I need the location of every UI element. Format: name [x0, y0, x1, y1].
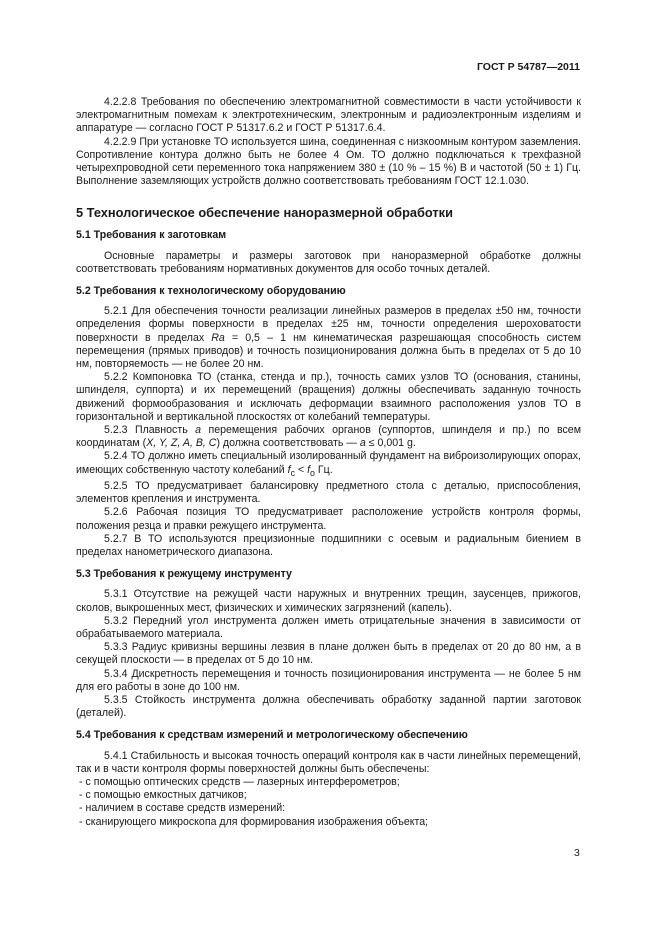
- smoothness-symbol-2: a: [359, 437, 366, 450]
- section-5-title: 5 Технологическое обеспечение наноразмерной обработки: [76, 205, 453, 221]
- para-5-2-1-text-b: = 0,5 – 1 нм кинематическая разрешающая способность систем перемещения (прямых приводов) и точность позиционирования должна быть в пределах от 5 до 10 нм, повторяемость — не более 20 нм.: [76, 331, 581, 371]
- list-item: - наличием в составе средств измерений:: [79, 802, 286, 815]
- doc-header: ГОСТ Р 54787—2011: [476, 61, 580, 73]
- para-5-4-1: 5.4.1 Стабильность и высокая точность операций контроля как в части линейных перемещений, так и в части контроля формы поверхностей должны быть обеспечены:: [76, 749, 581, 775]
- para-5-2-5: 5.2.5 ТО предусматривает балансировку предметного стола с деталью, приспособления, элементов крепления и инструмента.: [76, 479, 581, 506]
- page-number: 3: [574, 847, 580, 859]
- section-5-1-title: 5.1 Требования к заготовкам: [76, 229, 227, 242]
- para-5-2-3-text-b: перемещения рабочих органов (суппортов, шпинделя и пр.) по всем координатам (: [76, 424, 581, 450]
- para-5-2-4: [76, 450, 581, 480]
- axes-list: X, Y, Z, A, B, C: [146, 437, 217, 450]
- para-5-3-3: 5.3.3 Радиус кривизны вершины лезвия в плане должен быть в пределах от 20 до 80 нм, а в секущей плоскости — в пределах от 5 до 10 нм.: [76, 641, 581, 667]
- list-item: - с помощью емкостных датчиков;: [79, 789, 247, 802]
- para-5-3-5: 5.3.5 Стойкость инструмента должна обеспечивать обработку заданной партии заготовок (деталей).: [76, 694, 581, 720]
- section-5-4-title: 5.4 Требования к средствам измерений и метрологическому обеспечению: [76, 729, 468, 742]
- measurement-means-list: [76, 776, 581, 829]
- para-5-2-4-text-a: 5.2.4 ТО должно иметь специальный изолированный фундамент на виброизолирующих опорах, имеющих собственную частоту колебаний: [76, 450, 581, 476]
- para-5-2-1: [76, 305, 581, 371]
- fo-symbol: f: [307, 463, 311, 476]
- ra-symbol: Ra: [211, 331, 225, 344]
- para-5-3-4: 5.3.4 Дискретность перемещения и точность позиционирования инструмента — не более 5 нм для его работы в зоне до 100 нм.: [76, 667, 581, 693]
- para-5-2-3-text-d: ≤ 0,001 g.: [365, 437, 416, 450]
- para-5-1: Основные параметры и размеры заготовок при наноразмерной обработке должны соответствовать требованиям нормативных документов для особо точных деталей.: [76, 249, 581, 275]
- para-5-3-1: 5.3.1 Отсутствие на режущей части наружных и внутренних трещин, заусенцев, прижогов, сколов, выкрошенных мест, физических и химических загрязнений (капель).: [76, 588, 581, 614]
- para-5-2-6: 5.2.6 Рабочая позиция ТО предусматривает расположение устройств контроля формы, положения резца и правки режущего инструмента.: [76, 506, 581, 532]
- para-5-2-1-text-a: 5.2.1 Для обеспечения точности реализации линейных размеров в пределах ±50 нм, точности определения формы поверхности в пределах ±25 нм, точности определения шероховатости поверхности в пределах: [76, 305, 581, 344]
- fc-subscript: c: [290, 467, 296, 478]
- fc-symbol: f: [287, 463, 291, 476]
- para-5-2-3: [76, 424, 581, 450]
- para-4-2-2-8: 4.2.2.8 Требования по обеспечению электромагнитной совместимости в части устойчивости к электромагнитным помехам к электротехническим, электронным и радиоэлектронным изделиям и аппаратуре — согласно ГОСТ Р 51317.6.2 и ГОСТ Р 51317.6.4.: [76, 96, 581, 135]
- para-5-2-2: 5.2.2 Компоновка ТО (станка, стенда и пр.), точность самих узлов ТО (основания, станины, шпинделя, суппорта) и их перемещений (вращения) должны обеспечивать заданную точность движений формообразования и исключать деформации взаимного расположения узлов ТО в горизонтальной и вертикальной плоскостях от колебаний температуры.: [76, 371, 581, 423]
- para-5-2-3-text-c: ) должна соответствовать —: [216, 437, 360, 450]
- list-item: - сканирующего микроскопа для формирования изображения объекта;: [79, 815, 429, 828]
- para-5-2-4-text-b: Гц.: [314, 463, 333, 476]
- section-5-3-title: 5.3 Требования к режущему инструменту: [76, 568, 292, 581]
- section-5-2-title: 5.2 Требования к технологическому оборудованию: [76, 285, 346, 298]
- para-4-2-2-9: 4.2.2.9 При установке ТО используется шина, соединенная с низкоомным контуром заземления. Сопротивление контура должно быть не более 4 Ом. ТО должно подключаться к трехфазной четырехпроводной сети переменного тока напряжением 380 ± (10 % – 15 %) В и частотой (50 ± 1) Гц. Выполнение заземляющих устройств должно соответствовать требованиям ГОСТ 12.1.030.: [76, 135, 581, 188]
- less-than: <: [295, 463, 308, 476]
- page-content: [76, 96, 581, 829]
- smoothness-symbol: a: [195, 424, 202, 437]
- para-5-2-3-text-a: 5.2.3 Плавность: [104, 424, 196, 437]
- para-5-2-7: 5.2.7 В ТО используются прецизионные подшипники с осевым и радиальным биением в пределах нанометрического диапазона.: [76, 532, 581, 558]
- fo-subscript: o: [310, 467, 315, 478]
- list-item: - с помощью оптических средств — лазерных интерферометров;: [79, 776, 400, 789]
- para-5-3-2: 5.3.2 Передний угол инструмента должен иметь отрицательные значения в зависимости от обрабатываемого материала.: [76, 614, 581, 641]
